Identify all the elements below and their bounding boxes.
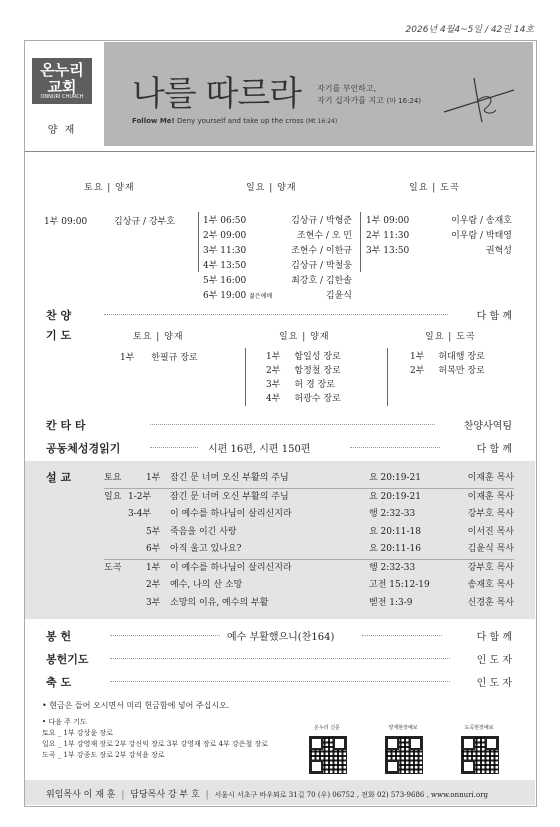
- sermon-part: 1부: [146, 562, 161, 573]
- schedule-divider-1: [198, 212, 199, 272]
- sermon-preacher: 강부호 목사: [467, 562, 514, 573]
- sermon-part: 3부: [146, 597, 161, 608]
- issue-date: 2026년 4월4~5일 / 42권 14호: [405, 25, 534, 35]
- next-week-line: 도곡 _ 1부 강종도 장로 2부 강석윤 장로: [42, 751, 165, 759]
- youth-service-note: 젊은예배: [249, 293, 273, 300]
- dogok-names-row: 이우람 / 박태영: [451, 231, 512, 241]
- sun-time: 6부 19:00: [203, 291, 247, 301]
- prayer-name: 함일성 장로: [294, 352, 341, 362]
- qr-label-news: 온누리 신문: [314, 725, 340, 731]
- prayer-divider-2: [387, 348, 388, 406]
- sermon-title: 소망의 이유, 예수의 부활: [170, 597, 269, 608]
- dogok-times: [366, 214, 409, 259]
- praise-label: 찬 양: [46, 309, 72, 322]
- col-sun-dogok: 일요 | 도곡: [409, 183, 460, 193]
- sermon-title: 아직 울고 있나요?: [170, 544, 242, 554]
- sermon-row: [104, 506, 514, 524]
- sermon-title: 이 예수를 하나님이 살리신지라: [170, 562, 292, 573]
- prayer-divider-1: [245, 348, 246, 406]
- logo-line-1: 온누리: [40, 61, 84, 79]
- sermon-row: [104, 541, 514, 559]
- sun-names: 김상규 / 박철웅: [291, 261, 352, 271]
- prayer-name: 한필규 장로: [151, 353, 198, 363]
- sermon-group: 토요: [104, 473, 122, 483]
- benediction-rule: [110, 681, 450, 682]
- dogok-time: 2부 11:30: [366, 231, 410, 241]
- logo-line-2: 교회: [47, 78, 77, 96]
- sermon-title: 죽음을 이긴 사랑: [170, 526, 237, 537]
- lead-pastor: 담당목사 강 부 호: [130, 790, 200, 800]
- sermon-part: 5부: [146, 526, 161, 537]
- sermon-part: 2부: [146, 580, 161, 590]
- sermon-group: 일요: [104, 491, 122, 502]
- cantata-label: 칸 타 타: [46, 419, 86, 432]
- banner-ref: (마 16:24): [386, 97, 422, 105]
- qr-code-icon[interactable]: [385, 736, 423, 774]
- cash-note: • 현금은 들어 오시면서 미리 헌금함에 넣어 주십시오.: [42, 701, 230, 710]
- sermon-preacher: 이서진 목사: [467, 526, 514, 537]
- sermon-preacher: 이재훈 목사: [467, 491, 514, 502]
- sun-names: 조현수 / 오 민: [296, 231, 352, 241]
- sermon-ref: 요 20:19-21: [369, 473, 421, 483]
- prayer-sun-list: [266, 350, 341, 406]
- sermon-group: 도곡: [104, 562, 122, 573]
- dogok-time: 1부 09:00: [366, 216, 410, 226]
- sun-time: 4부 13:50: [203, 261, 247, 271]
- cross-sketch-icon: [434, 70, 524, 130]
- benediction-label: 축 도: [46, 676, 72, 689]
- sermon-title: 잠긴 문 너머 오신 부활의 주님: [170, 473, 289, 483]
- qr-code-icon[interactable]: [461, 736, 499, 774]
- sermon-row: [104, 524, 514, 542]
- col-sun-yangjae: 일요 | 양재: [246, 183, 297, 193]
- offering-hymn: 예수 부활했으니(찬164): [227, 632, 335, 643]
- sermon-ref: 행 2:32-33: [369, 509, 416, 519]
- sun-names: 최강호 / 김한솔: [291, 276, 352, 286]
- qr-label-dogok: 도곡현장예보: [464, 725, 494, 731]
- banner-verse-2: 자기 십자가를 지고: [317, 96, 384, 105]
- dogok-time: 3부 13:50: [366, 246, 410, 256]
- sermon-preacher: 이재훈 목사: [467, 473, 514, 483]
- section-label: 양 재: [47, 125, 77, 136]
- church-logo: [32, 58, 92, 104]
- prayer-name: 허대행 장로: [438, 352, 485, 362]
- offering-prayer-label: 봉헌기도: [46, 653, 89, 666]
- senior-pastor: 위임목사 이 재 훈: [46, 790, 116, 800]
- reading-rule-2: [350, 447, 440, 448]
- theme-banner: [104, 42, 533, 146]
- sermon-ref: 벧전 1:3-9: [369, 597, 413, 608]
- dogok-names-row: 권혁성: [485, 246, 512, 256]
- prayer-col-dogok: 일요 | 도곡: [425, 332, 476, 342]
- sun-names: 김상규 / 박형준: [291, 216, 352, 226]
- prayer-part: 2부: [266, 366, 281, 376]
- prayer-part: 1부: [120, 353, 135, 363]
- prayer-part: 1부: [266, 352, 281, 362]
- prayer-name: 허복만 장로: [438, 366, 485, 376]
- sun-names: 조현수 / 이한규: [291, 246, 352, 256]
- prayer-name: 허광수 장로: [294, 394, 341, 404]
- praise-rule: [104, 314, 448, 315]
- offering-label: 봉 헌: [46, 630, 72, 643]
- sermon-ref: 고전 15:12-19: [369, 580, 430, 590]
- sermon-ref: 요 20:19-21: [369, 491, 421, 502]
- schedule-divider-2: [360, 212, 361, 272]
- sermon-preacher: 김윤식 목사: [467, 544, 514, 554]
- reading-label: 공동체성경읽기: [46, 442, 121, 455]
- prayer-part: 2부: [410, 366, 425, 376]
- cantata-value: 찬양사역팀: [463, 421, 512, 432]
- sermon-row: [104, 577, 514, 595]
- sat-time: 1부 09:00: [44, 217, 88, 227]
- prayer-part: 3부: [266, 380, 281, 390]
- reading-passage: 시편 16편, 시편 150편: [208, 444, 311, 455]
- sun-yangjae-names: [262, 214, 352, 304]
- prayer-dogok-list: [410, 350, 485, 378]
- col-sat-yangjae: 토요 | 양재: [84, 183, 135, 193]
- logo-sub: ONNURI CHURCH: [40, 94, 84, 100]
- sermon-title: 잠긴 문 너머 오신 부활의 주님: [170, 491, 289, 502]
- reading-rule-1: [150, 447, 198, 448]
- sermon-title: 이 예수를 하나님이 살리신지라: [170, 509, 292, 519]
- church-address: 서울시 서초구 바우뫼로 31길 70 (우) 06752 , 전화 02) 573-9686 , www.onnuri.org: [214, 791, 489, 799]
- reading-value: 다 함 께: [476, 444, 512, 455]
- sermon-row: [104, 470, 514, 488]
- prayer-col-sat: 토요 | 양재: [133, 332, 184, 342]
- next-week-prayer: [42, 717, 268, 761]
- offering-rule-2: [362, 635, 442, 636]
- prayer-name: 허 경 장로: [294, 380, 335, 390]
- sermon-preacher: 송재호 목사: [467, 580, 514, 590]
- sermon-list: [104, 470, 514, 612]
- dogok-names-row: 이우람 / 송재호: [451, 216, 512, 226]
- offering-value: 다 함 께: [476, 632, 512, 643]
- sermon-row: [104, 559, 514, 578]
- sermon-part: 3-4부: [128, 509, 152, 519]
- next-week-title: • 다음 주 기도: [42, 718, 87, 726]
- dogok-names: [420, 214, 512, 259]
- next-week-line: 일요 _ 1부 강영재 장로 2부 강신익 장로 3부 강영재 장로 4부 강은철 장로: [42, 740, 269, 748]
- sat-names: 김상규 / 강부호: [114, 217, 175, 227]
- benediction-value: 인 도 자: [476, 678, 512, 689]
- banner-en-bold: Follow Me!: [132, 117, 175, 125]
- sermon-title: 예수, 나의 산 소망: [170, 580, 243, 590]
- sermon-ref: 행 2:32-33: [369, 562, 416, 573]
- qr-label-yangjae: 양재현장예보: [388, 725, 418, 731]
- sun-time: 2부 09:00: [203, 231, 247, 241]
- sun-time: 1부 06:50: [203, 216, 247, 226]
- cantata-rule: [150, 424, 435, 425]
- offering-rule-1: [110, 635, 220, 636]
- sun-time: 3부 11:30: [203, 246, 247, 256]
- banner-title: 나를 따르라: [132, 74, 302, 114]
- sermon-part: 6부: [146, 544, 161, 554]
- praise-value: 다 함 께: [476, 311, 512, 322]
- prayer-part: 1부: [410, 352, 425, 362]
- prayer-name: 함정철 장로: [294, 366, 341, 376]
- banner-verse-1: 자기를 부인하고,: [317, 84, 377, 93]
- offering-prayer-value: 인 도 자: [476, 655, 512, 666]
- prayer-col-sun: 일요 | 양재: [279, 332, 330, 342]
- header-divider: [25, 151, 535, 152]
- sermon-ref: 요 20:11-18: [369, 526, 421, 537]
- qr-code-icon[interactable]: [309, 736, 347, 774]
- sermon-part: 1부: [146, 473, 161, 483]
- offering-prayer-rule: [110, 658, 450, 659]
- sermon-part: 1-2부: [128, 491, 152, 502]
- banner-en: Deny yourself and take up the cross: [176, 117, 304, 125]
- footer-text: 위임목사 이 재 훈 | 담당목사 강 부 호 | 서울시 서초구 바우뫼로 31길 70 (우) 06752 , 전화 02) 573-9686 , www.onnuri.org: [46, 790, 489, 800]
- sermon-row: [104, 595, 514, 613]
- next-week-line: 토요 _ 1부 강상윤 장로: [42, 729, 113, 737]
- sermon-label: 설 교: [46, 471, 72, 484]
- sun-time: 5부 16:00: [203, 276, 247, 286]
- prayer-label: 기 도: [46, 329, 72, 342]
- sun-names: 김윤식: [325, 291, 352, 301]
- sermon-preacher: 신경훈 목사: [467, 597, 514, 608]
- sermon-row: [104, 488, 514, 507]
- prayer-part: 4부: [266, 394, 281, 404]
- sermon-ref: 요 20:11-16: [369, 544, 421, 554]
- banner-en-ref: (Mt 16:24): [305, 118, 338, 125]
- prayer-sat-row: [120, 350, 198, 363]
- sermon-preacher: 강부호 목사: [467, 509, 514, 519]
